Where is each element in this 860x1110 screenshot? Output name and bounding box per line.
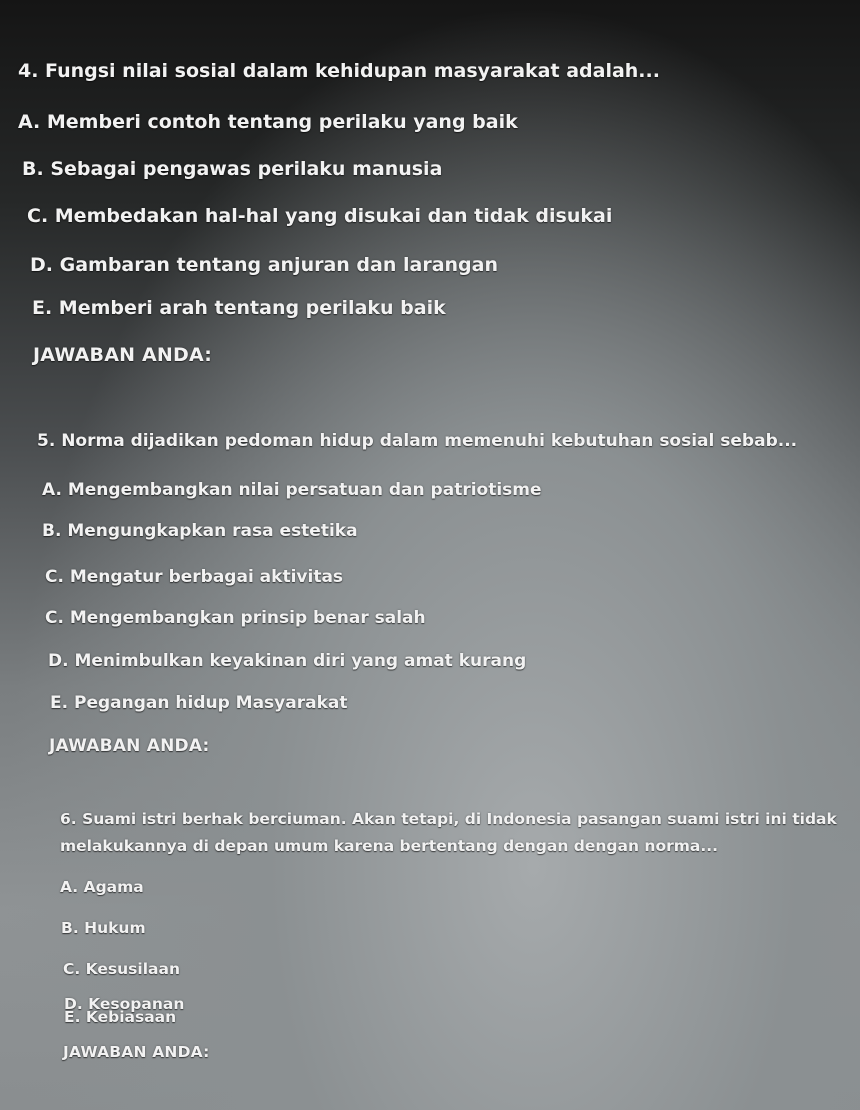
question-5-option-a[interactable]: A. Mengembangkan nilai persatuan dan patriotisme [42, 480, 542, 500]
question-4-option-e[interactable]: E. Memberi arah tentang perilaku baik [32, 297, 446, 319]
question-5-option-b[interactable]: B. Mengungkapkan rasa estetika [42, 521, 358, 541]
question-6-option-b[interactable]: B. Hukum [61, 919, 146, 937]
question-5-answer-label: JAWABAN ANDA: [49, 736, 210, 756]
question-4-answer-label: JAWABAN ANDA: [33, 344, 213, 366]
question-5-option-e[interactable]: E. Pegangan hidup Masyarakat [50, 693, 348, 713]
question-6-option-c[interactable]: C. Kesusilaan [63, 960, 180, 978]
question-4-option-a[interactable]: A. Memberi contoh tentang perilaku yang baik [18, 111, 518, 133]
question-4-prompt: 4. Fungsi nilai sosial dalam kehidupan masyarakat adalah... [18, 60, 660, 82]
question-6-prompt-line-2: melakukannya di depan umum karena bertentang dengan dengan norma... [60, 837, 719, 855]
question-5-option-c-second[interactable]: C. Mengembangkan prinsip benar salah [45, 608, 426, 628]
question-6-option-d[interactable]: D. Kesopanan [64, 995, 185, 1013]
question-6-option-e[interactable]: E. Kebiasaan [64, 1008, 177, 1026]
question-5-option-c-first[interactable]: C. Mengatur berbagai aktivitas [45, 567, 344, 587]
question-6-answer-label: JAWABAN ANDA: [63, 1043, 210, 1061]
question-5-prompt: 5. Norma dijadikan pedoman hidup dalam memenuhi kebutuhan sosial sebab... [37, 431, 798, 451]
question-4-option-d[interactable]: D. Gambaran tentang anjuran dan larangan [30, 254, 498, 276]
question-4-option-c[interactable]: C. Membedakan hal-hal yang disukai dan tidak disukai [27, 205, 613, 227]
question-4-option-b[interactable]: B. Sebagai pengawas perilaku manusia [22, 158, 443, 180]
question-6-prompt-line-1: 6. Suami istri berhak berciuman. Akan tetapi, di Indonesia pasangan suami istri ini tidak [60, 810, 837, 828]
question-6-option-a[interactable]: A. Agama [60, 878, 144, 896]
question-5-option-d[interactable]: D. Menimbulkan keyakinan diri yang amat kurang [48, 651, 527, 671]
